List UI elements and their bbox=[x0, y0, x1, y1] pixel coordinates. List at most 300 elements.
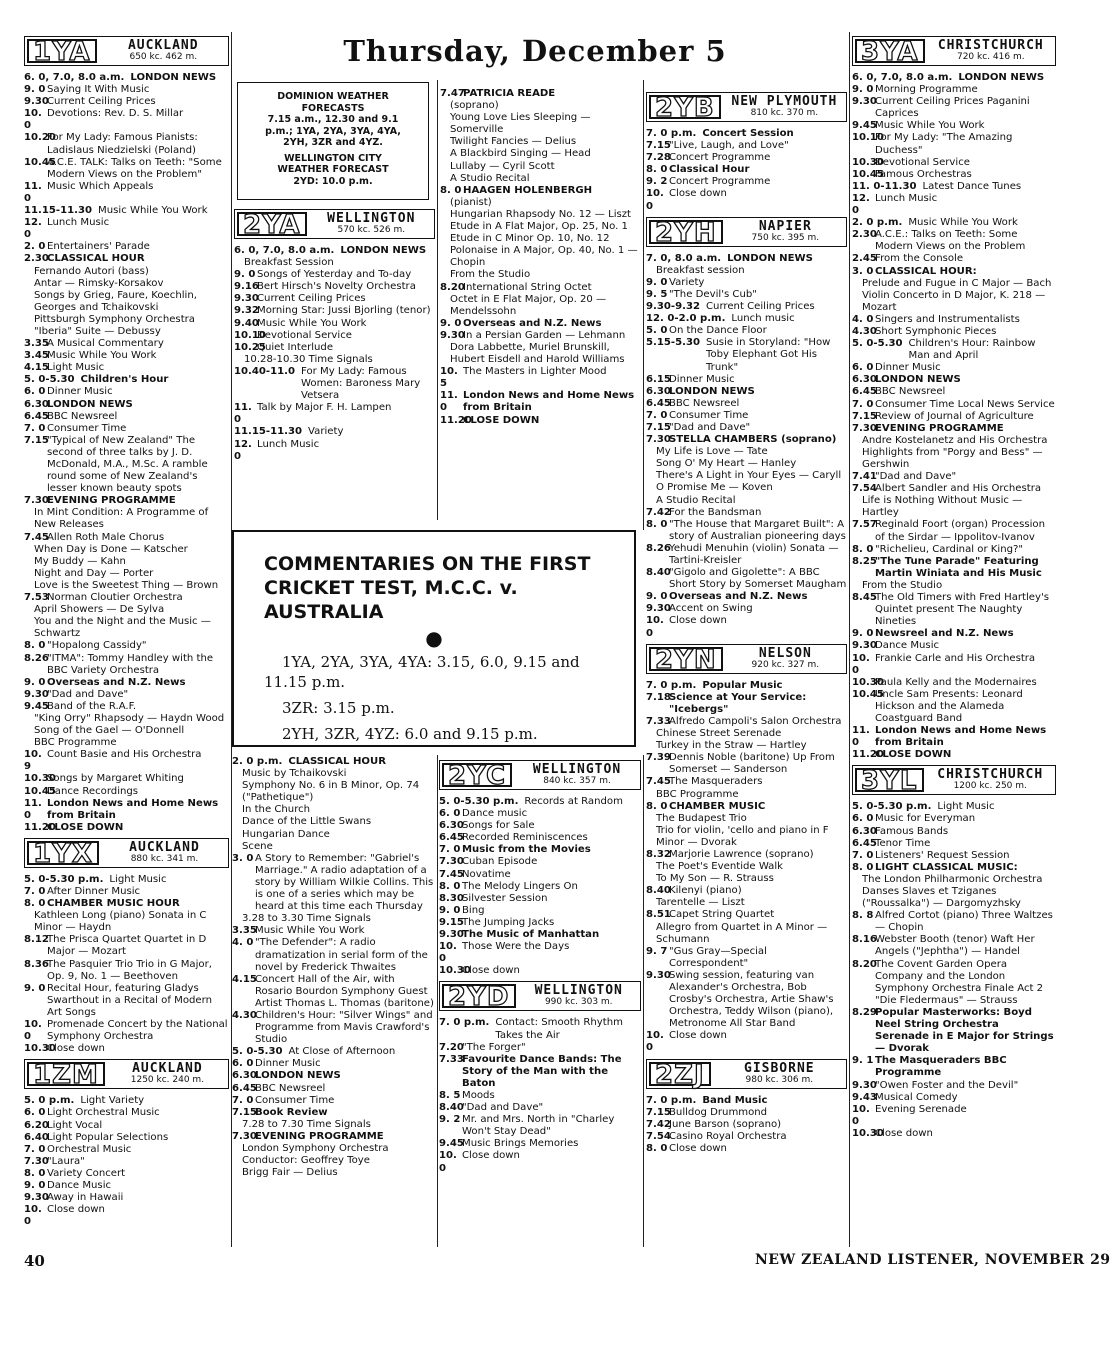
entry-text: Lunch Music bbox=[47, 217, 110, 229]
station-frequency: 650 kc. 462 m. bbox=[129, 52, 198, 62]
entry-text: Prelude and Fugue in C Major — Bach bbox=[862, 277, 1052, 289]
entry-text: Current Ceiling Prices Paganini Caprices bbox=[875, 96, 1030, 120]
entry-text: Close down bbox=[47, 1204, 105, 1216]
schedule-entry bbox=[24, 798, 229, 822]
schedule-entry bbox=[852, 132, 1056, 156]
schedule-entry bbox=[24, 1156, 229, 1168]
schedule-entry bbox=[646, 813, 847, 825]
entry-time: 6.15 bbox=[646, 373, 671, 385]
schedule-entry bbox=[24, 1120, 229, 1132]
schedule-entry bbox=[234, 269, 435, 281]
schedule-entry bbox=[646, 680, 847, 692]
entry-time: 2.30 bbox=[24, 253, 49, 265]
entry-text: Music for Everyman bbox=[875, 813, 976, 825]
entry-text: Brigg Fair — Delius bbox=[242, 1167, 338, 1179]
station-city: GISBORNE bbox=[744, 1060, 815, 1076]
entry-text: Bert Hirsch's Novelty Orchestra bbox=[257, 281, 416, 293]
station-header-1yx bbox=[24, 838, 229, 868]
entry-time bbox=[646, 789, 656, 801]
column-divider bbox=[643, 755, 644, 1247]
schedule-entry bbox=[232, 780, 435, 804]
entry-time: 7.15 bbox=[852, 410, 877, 422]
entry-text: Variety bbox=[669, 276, 705, 288]
entry-text: Popular Music bbox=[702, 679, 783, 691]
entry-text: Songs for Sale bbox=[462, 820, 535, 832]
entry-time: 7.30 bbox=[646, 434, 671, 446]
schedule-entry bbox=[852, 628, 1056, 640]
entry-text: Light Vocal bbox=[47, 1119, 103, 1131]
entry-time: 10.30 bbox=[852, 676, 884, 688]
schedule-list bbox=[234, 245, 435, 463]
entry-text: My Buddy — Kahn bbox=[34, 555, 126, 567]
entry-time bbox=[440, 221, 450, 233]
entry-text: Breakfast Session bbox=[244, 257, 334, 269]
entry-text: Close down bbox=[462, 965, 520, 977]
entry-time bbox=[440, 100, 450, 112]
entry-time bbox=[24, 713, 34, 725]
entry-text: The London Philharmonic Orchestra bbox=[862, 873, 1043, 885]
entry-text: EVENING PROGRAMME bbox=[255, 1130, 384, 1142]
schedule-entry bbox=[234, 293, 435, 305]
entry-time: 9.30 bbox=[440, 329, 465, 341]
schedule-entry bbox=[234, 281, 435, 293]
schedule-entry bbox=[646, 716, 847, 728]
station-city: AUCKLAND bbox=[127, 38, 199, 53]
entry-time bbox=[852, 278, 862, 290]
entry-time: 7. 0 bbox=[646, 409, 668, 421]
entry-time: 7. 0 bbox=[24, 886, 46, 897]
schedule-entry bbox=[24, 1180, 229, 1192]
entry-text: Cuban Episode bbox=[462, 856, 538, 868]
entry-time: 7. 0 p.m. bbox=[646, 679, 697, 691]
schedule-entry bbox=[646, 1030, 847, 1054]
entry-text: When Day is Done — Katscher bbox=[34, 543, 188, 555]
schedule-entry bbox=[852, 640, 1056, 652]
schedule-entry bbox=[852, 801, 1056, 813]
entry-time: 9. 0 bbox=[234, 269, 256, 281]
schedule-entry bbox=[440, 100, 641, 112]
entry-time: 6. 0 bbox=[852, 362, 874, 374]
entry-text: BBC Newsreel bbox=[669, 397, 740, 409]
schedule-entry bbox=[852, 653, 1056, 677]
station-code: 3YA bbox=[855, 39, 925, 63]
schedule-entry bbox=[852, 217, 1056, 229]
entry-text: Devotions: Rev. D. S. Millar bbox=[47, 108, 184, 120]
entry-text: CLASSICAL HOUR bbox=[288, 756, 386, 767]
schedule-entry bbox=[440, 233, 641, 245]
entry-time: 9. 2 bbox=[439, 1114, 461, 1126]
entry-text: Songs by Grieg, Faure, Koechlin, Georges and Tchaikovski bbox=[34, 289, 197, 313]
entry-text: The Prisca Quartet Quartet in D Major — Mozart bbox=[47, 934, 207, 958]
column-2yc-2yd bbox=[439, 756, 641, 1175]
schedule-entry bbox=[646, 410, 847, 422]
entry-time: 4.30 bbox=[232, 1009, 257, 1021]
entry-text: In a Persian Garden — Lehmann bbox=[463, 329, 626, 341]
entry-text: The Pasquier Trio Trio in G Major, Op. 9, No. 1 — Beethoven bbox=[47, 958, 212, 982]
entry-text: Current Ceiling Prices bbox=[257, 293, 366, 305]
entry-text: The Music of Manhattan bbox=[462, 929, 600, 941]
entry-text: Paula Kelly and the Modernaires bbox=[875, 676, 1037, 688]
entry-text: Hungarian Dance bbox=[242, 828, 330, 840]
entry-time: 10. 0 bbox=[24, 1204, 42, 1228]
schedule-entry bbox=[852, 253, 1056, 265]
entry-time: 8.16 bbox=[852, 934, 877, 946]
entry-text: From the Studio bbox=[450, 269, 531, 281]
entry-text: Breakfast session bbox=[656, 264, 745, 276]
schedule-entry bbox=[852, 838, 1056, 850]
entry-text: In Mint Condition: A Programme of New Releases bbox=[34, 507, 209, 531]
schedule-entry bbox=[24, 362, 229, 374]
entry-text: Dora Labbette, Muriel Brunskill, Hubert Eisdell and Harold Williams bbox=[450, 341, 625, 366]
schedule-entry bbox=[24, 1043, 229, 1055]
schedule-entry bbox=[646, 277, 847, 289]
entry-text: Band Music bbox=[702, 1094, 768, 1106]
entry-time bbox=[24, 278, 34, 290]
entry-time: 8.40 bbox=[646, 885, 671, 897]
entry-text: (soprano) bbox=[450, 100, 499, 112]
entry-text: Devotional Service bbox=[257, 329, 352, 341]
entry-time: 8. 0 bbox=[440, 184, 462, 196]
schedule-entry bbox=[24, 96, 229, 108]
entry-time bbox=[440, 197, 450, 209]
entry-time: 12. 0-2.0 p.m. bbox=[646, 313, 726, 325]
entry-time bbox=[232, 1167, 242, 1179]
entry-text: My Life is Love — Tate bbox=[656, 446, 768, 458]
schedule-entry bbox=[646, 386, 847, 398]
entry-text: Recorded Reminiscences bbox=[462, 832, 588, 844]
schedule-entry bbox=[232, 937, 435, 973]
schedule-entry bbox=[24, 1132, 229, 1144]
entry-time: 8.30 bbox=[439, 892, 464, 904]
entry-text: A Blackbird Singing — Head bbox=[450, 148, 591, 160]
entry-time: 11.20 bbox=[440, 414, 472, 426]
schedule-entry bbox=[24, 934, 229, 958]
schedule-entry bbox=[646, 128, 847, 140]
schedule-entry bbox=[24, 1168, 229, 1180]
entry-text: Records at Random bbox=[524, 796, 623, 807]
entry-text: Allen Roth Male Chorus bbox=[47, 531, 165, 543]
schedule-list bbox=[232, 756, 435, 1179]
schedule-entry bbox=[24, 1019, 229, 1043]
schedule-entry bbox=[232, 1083, 435, 1095]
schedule-entry bbox=[232, 1095, 435, 1107]
entry-text: Close down bbox=[47, 1043, 105, 1055]
schedule-entry bbox=[24, 544, 229, 556]
entry-time bbox=[24, 910, 34, 934]
entry-text: Symphony No. 6 in B Minor, Op. 74 ("Pathetique") bbox=[242, 780, 420, 804]
schedule-entry bbox=[852, 374, 1056, 386]
schedule-entry bbox=[646, 265, 847, 277]
entry-text: The Old Timers with Fred Hartley's Quintet present The Naughty Nineties bbox=[875, 592, 1050, 628]
schedule-entry bbox=[24, 1192, 229, 1204]
schedule-entry bbox=[852, 314, 1056, 326]
column-2ya bbox=[234, 205, 435, 463]
entry-time bbox=[852, 874, 862, 886]
entry-text: Mr. and Mrs. North in "Charley Won't Stay Dead" bbox=[462, 1114, 615, 1138]
station-frequency: 810 kc. 370 m. bbox=[750, 108, 819, 118]
entry-text: Light Music bbox=[47, 362, 105, 374]
schedule-entry bbox=[439, 881, 641, 893]
entry-time bbox=[232, 816, 242, 828]
entry-text: "The Tune Parade" Featuring Martin Winiata and His Music bbox=[875, 555, 1042, 579]
entry-time bbox=[24, 556, 34, 568]
entry-text: Close down bbox=[875, 1127, 933, 1139]
schedule-entry bbox=[646, 301, 847, 313]
entry-text: CLOSE DOWN bbox=[47, 821, 124, 833]
entry-text: Musical Comedy bbox=[875, 1091, 958, 1103]
entry-text: LONDON NEWS bbox=[875, 374, 961, 386]
entry-time: 2. 0 p.m. bbox=[852, 217, 903, 229]
entry-text: From the Studio bbox=[862, 579, 943, 591]
station-frequency: 840 kc. 357 m. bbox=[543, 776, 611, 786]
entry-time: 8.12 bbox=[24, 934, 49, 946]
entry-time: 7. 0 bbox=[852, 398, 874, 410]
entry-text: Band of the R.A.F. bbox=[47, 700, 137, 712]
entry-text: Light Music bbox=[109, 873, 167, 885]
entry-text: London News and Home News from Britain bbox=[875, 725, 1047, 749]
entry-text: "Dad and Dave" bbox=[669, 421, 751, 433]
schedule-entry bbox=[852, 411, 1056, 423]
schedule-entry bbox=[646, 776, 847, 788]
schedule-entry bbox=[852, 1080, 1056, 1092]
schedule-entry bbox=[24, 314, 229, 338]
entry-text: Close down bbox=[669, 188, 727, 200]
schedule-entry bbox=[646, 313, 847, 325]
entry-time: 10.10 bbox=[234, 329, 266, 341]
schedule-entry bbox=[852, 278, 1056, 290]
schedule-entry bbox=[24, 725, 229, 737]
entry-text: Andre Kostelanetz and His Orchestra bbox=[862, 434, 1048, 446]
entry-time: 8.26 bbox=[646, 542, 671, 554]
entry-time: 11. 0 bbox=[852, 725, 870, 749]
station-header-2yb bbox=[646, 92, 847, 122]
entry-text: Lunch Music bbox=[875, 192, 938, 204]
entry-text: Variety Concert bbox=[47, 1167, 126, 1179]
schedule-entry bbox=[234, 354, 435, 366]
entry-text: Classical Hour bbox=[669, 164, 750, 176]
schedule-entry bbox=[646, 289, 847, 301]
entry-text: LONDON NEWS bbox=[340, 245, 427, 256]
entry-text: (pianist) bbox=[450, 196, 492, 208]
schedule-entry bbox=[24, 205, 229, 217]
entry-time: 10.45 bbox=[852, 168, 884, 180]
entry-time: 9.32 bbox=[234, 305, 259, 317]
schedule-entry bbox=[646, 591, 847, 603]
entry-text: Bing bbox=[462, 904, 485, 916]
entry-text: After Dinner Music bbox=[47, 886, 141, 897]
entry-text: In the Church bbox=[242, 804, 311, 816]
entry-time: 9. 0 bbox=[24, 982, 46, 994]
schedule-entry bbox=[852, 266, 1056, 278]
station-code: 2YB bbox=[649, 95, 721, 119]
cricket-heading: COMMENTARIES ON THE FIRST bbox=[264, 553, 591, 575]
entry-time: 10.45 bbox=[24, 785, 56, 797]
entry-text: LONDON NEWS bbox=[669, 385, 755, 397]
schedule-entry bbox=[852, 84, 1056, 96]
entry-time: 9.30 bbox=[852, 640, 877, 652]
entry-time: 7.33 bbox=[646, 715, 671, 727]
entry-time: 8.51 bbox=[646, 909, 671, 921]
schedule-entry bbox=[646, 849, 847, 861]
entry-time: 10.10 bbox=[852, 132, 884, 144]
entry-time bbox=[232, 780, 242, 804]
entry-time: 7.30 bbox=[24, 495, 49, 507]
entry-text: The Jumping Jacks bbox=[462, 916, 555, 928]
entry-time: 8. 0 bbox=[24, 640, 46, 652]
schedule-entry bbox=[24, 886, 229, 898]
schedule-entry bbox=[852, 120, 1056, 132]
schedule-entry bbox=[24, 507, 229, 531]
entry-text: Norman Cloutier Orchestra bbox=[47, 592, 183, 604]
entry-text: Allegro from Quartet in A Minor — Schumann bbox=[656, 921, 828, 945]
schedule-entry bbox=[646, 825, 847, 849]
entry-text: LONDON NEWS bbox=[958, 72, 1045, 83]
entry-time: 9.30 bbox=[24, 96, 49, 108]
entry-time: 7.15 bbox=[646, 1106, 671, 1118]
entry-text: Music Brings Memories bbox=[462, 1138, 579, 1150]
column-3ya bbox=[852, 32, 1056, 1140]
entry-text: "Gigolo and Gigolette": A BBC Short Story by Somerset Maugham bbox=[669, 567, 847, 591]
forecast-line: 7.15 a.m., 12.30 and 9.1 bbox=[267, 114, 399, 125]
entry-time: 10.30 bbox=[852, 1127, 884, 1139]
schedule-entry bbox=[439, 856, 641, 868]
entry-time: 2.30 bbox=[852, 229, 877, 241]
schedule-entry bbox=[646, 603, 847, 615]
schedule-entry bbox=[440, 415, 641, 427]
schedule-entry bbox=[646, 398, 847, 410]
entry-time: 10.25 bbox=[234, 341, 266, 353]
entry-text: Morning Programme bbox=[875, 84, 978, 96]
entry-time: 6.30 bbox=[646, 385, 671, 397]
entry-time: 8. 0 bbox=[646, 518, 668, 530]
entry-text: Susie in Storyland: "How Toby Elephant Got His Trunk" bbox=[706, 337, 831, 373]
publication-footer: NEW ZEALAND LISTENER, NOVEMBER 29 bbox=[755, 1252, 1111, 1268]
schedule-entry bbox=[852, 826, 1056, 838]
station-code: 1YX bbox=[27, 841, 99, 865]
entry-time: 11.15-11.30 bbox=[24, 205, 93, 217]
schedule-entry bbox=[24, 399, 229, 411]
station-frequency: 750 kc. 395 m. bbox=[751, 232, 820, 243]
entry-text: April Showers — De Sylva bbox=[34, 604, 165, 616]
entry-text: O Promise Me — Koven bbox=[656, 482, 773, 494]
station-frequency: 880 kc. 341 m. bbox=[130, 853, 199, 864]
entry-time: 3. 0 bbox=[232, 852, 254, 864]
page-number: 40 bbox=[24, 1252, 45, 1270]
weather-forecast-box bbox=[237, 82, 429, 200]
station-header-2yn bbox=[646, 644, 847, 674]
entry-text: "Typical of New Zealand" The second of three talks by J. D. McDonald, M.A., M.Sc. A ramble round some of New Zealand's lesser known beauty spots bbox=[47, 434, 208, 495]
entry-time bbox=[24, 266, 34, 278]
schedule-entry bbox=[646, 434, 847, 446]
schedule-entry bbox=[646, 909, 847, 921]
entry-text: Frankie Carle and His Orchestra bbox=[875, 652, 1036, 664]
entry-text: Entertainers' Parade bbox=[47, 241, 150, 253]
entry-time bbox=[24, 604, 34, 616]
entry-text: Dance of the Little Swans bbox=[242, 816, 372, 828]
entry-time: 8. 0 bbox=[646, 800, 668, 812]
entry-time: 8. 0 bbox=[439, 880, 461, 892]
forecast-line: 2YH, 3ZR and 4YZ. bbox=[283, 137, 383, 148]
entry-text: Music Which Appeals bbox=[47, 180, 154, 192]
entry-time: 7. 0 bbox=[24, 422, 46, 434]
forecast-line: FORECASTS bbox=[301, 102, 365, 114]
schedule-entry bbox=[646, 176, 847, 188]
schedule-entry bbox=[234, 330, 435, 342]
schedule-list bbox=[440, 88, 641, 427]
entry-time: 8.32 bbox=[646, 848, 671, 860]
entry-time: 9.30 bbox=[24, 688, 49, 700]
entry-text: Chinese Street Serenade bbox=[656, 728, 782, 740]
entry-time: 5.15-5.30 bbox=[646, 337, 700, 349]
entry-time bbox=[232, 1143, 242, 1167]
entry-time: 10.30 bbox=[439, 965, 471, 977]
entry-time: 10.30 bbox=[24, 773, 56, 785]
schedule-entry bbox=[24, 786, 229, 798]
entry-time: 6. 0, 7.0, 8.0 a.m. bbox=[852, 72, 953, 83]
entry-text: Children's Hour: "Silver Wings" and Programme from Mavis Crawford's Studio bbox=[255, 1009, 433, 1046]
schedule-entry bbox=[646, 1119, 847, 1131]
schedule-entry bbox=[232, 816, 435, 828]
schedule-entry bbox=[852, 862, 1056, 874]
entry-text: Dennis Noble (baritone) Up From Somerset — Sanderson bbox=[669, 752, 835, 776]
schedule-entry bbox=[646, 740, 847, 752]
schedule-entry bbox=[646, 861, 847, 873]
schedule-list bbox=[852, 801, 1056, 1140]
entry-text: Consumer Time bbox=[255, 1094, 335, 1106]
entry-text: Twilight Fancies — Delius bbox=[450, 136, 577, 148]
entry-time: 6. 0 bbox=[24, 386, 46, 398]
schedule-entry bbox=[440, 88, 641, 100]
schedule-entry bbox=[852, 423, 1056, 435]
entry-time bbox=[232, 768, 242, 780]
entry-time: 9. 0 bbox=[24, 84, 46, 96]
entry-text: Count Basie and His Orchestra bbox=[47, 749, 202, 761]
entry-time: 9. 5 bbox=[646, 288, 668, 300]
station-frequency: 920 kc. 327 m. bbox=[751, 659, 820, 670]
entry-time: 12. 0 bbox=[24, 217, 42, 241]
entry-time: 7.57 bbox=[852, 519, 877, 531]
station-code: 2YC bbox=[442, 763, 512, 787]
entry-time bbox=[646, 897, 656, 909]
entry-time: 6.45 bbox=[646, 397, 671, 409]
entry-text: "Laura" bbox=[47, 1155, 85, 1167]
schedule-list bbox=[646, 253, 847, 640]
entry-text: Lullaby — Cyril Scott bbox=[450, 160, 555, 172]
entry-time bbox=[440, 161, 450, 173]
schedule-list bbox=[24, 874, 229, 1055]
entry-text: "The Devil's Cub" bbox=[669, 288, 757, 300]
schedule-entry bbox=[439, 796, 641, 808]
station-city: AUCKLAND bbox=[129, 839, 200, 855]
entry-text: Song of the Gael — O'Donnell bbox=[34, 725, 185, 737]
entry-text: Etude in A Flat Major, Op. 25, No. 1 bbox=[450, 221, 628, 233]
station-frequency: 720 kc. 416 m. bbox=[956, 52, 1025, 62]
station-header-1zm bbox=[24, 1059, 229, 1089]
entry-time: 7.20 bbox=[439, 1041, 464, 1053]
entry-time: 10. 0 bbox=[24, 108, 42, 132]
station-header-2yd bbox=[439, 981, 641, 1011]
entry-time: 6.20 bbox=[24, 1119, 49, 1131]
entry-time: 7.54 bbox=[646, 1130, 671, 1142]
entry-time: 6.30 bbox=[852, 825, 877, 837]
entry-text: Casino Royal Orchestra bbox=[669, 1130, 787, 1142]
station-frequency: 570 kc. 526 m. bbox=[337, 225, 406, 235]
entry-text: The Poet's Eventide Walk bbox=[656, 861, 784, 873]
entry-time: 5. 0 bbox=[646, 325, 668, 337]
schedule-entry bbox=[440, 221, 641, 233]
entry-text: Music While You Work bbox=[255, 925, 365, 937]
entry-time: 4.15 bbox=[24, 362, 49, 374]
